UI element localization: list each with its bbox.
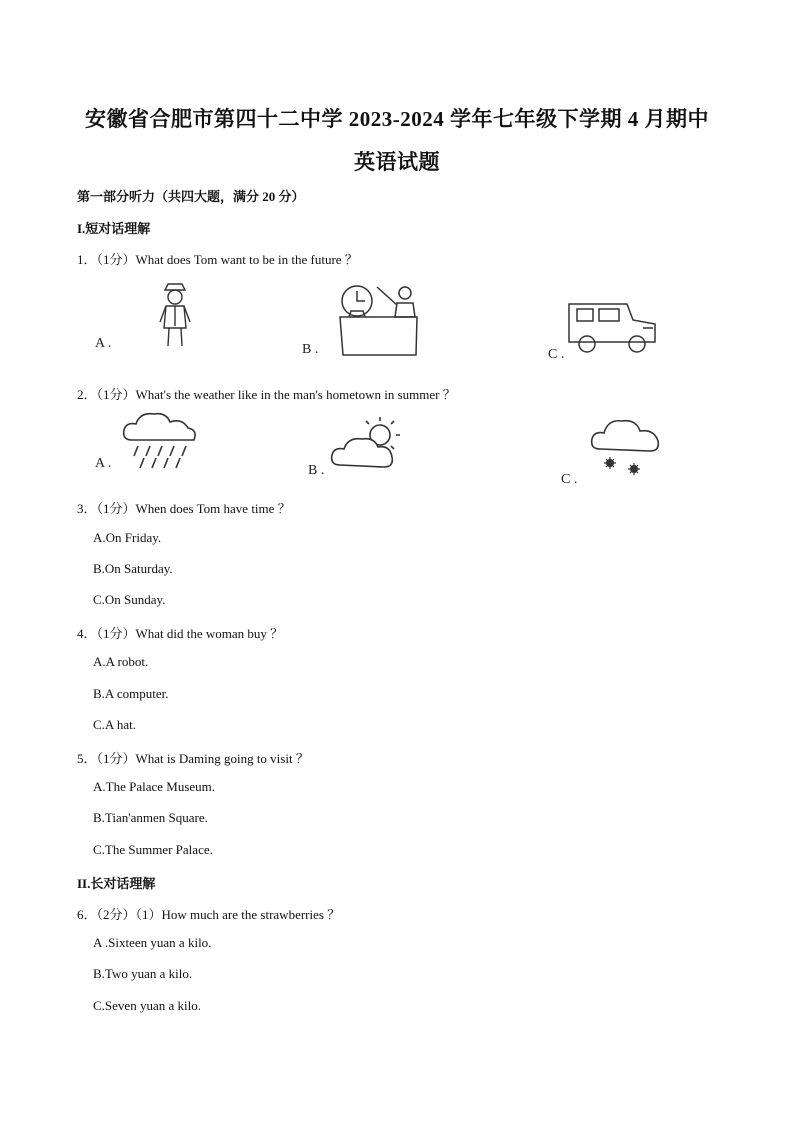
picture-label: A . [95, 456, 112, 471]
document-title-line-1: 安徽省合肥市第四十二中学 2023-2024 学年七年级下学期 4 月期中 [85, 107, 709, 131]
snow-icon [588, 407, 664, 479]
picture-label: B . [302, 342, 319, 357]
picture-label: C . [561, 472, 578, 487]
question-6: 6．（2分）（1）How much are the strawberries ？ [77, 907, 341, 922]
picture-label: C . [548, 347, 565, 362]
answer-option: B.On Saturday. [93, 561, 173, 576]
answer-option: A.A robot. [93, 654, 149, 669]
picture-label: B . [308, 463, 325, 478]
answer-option: A .Sixteen yuan a kilo. [93, 935, 212, 950]
question-1: 1．（1分）What does Tom want to be in the future ？ [77, 252, 358, 267]
answer-option: C.On Sunday. [93, 592, 166, 607]
document-title-line-2: 英语试题 [354, 150, 440, 174]
answer-option: B.Two yuan a kilo. [93, 966, 193, 981]
answer-option: C.The Summer Palace. [93, 842, 213, 857]
answer-option: A.The Palace Museum. [93, 779, 216, 794]
section-heading-long-dialogue: II.长对话理解 [77, 876, 156, 891]
car-icon [565, 294, 660, 356]
question-4: 4．（1分）What did the woman buy ？ [77, 626, 284, 641]
answer-option: C.A hat. [93, 717, 136, 732]
picture-label: A . [95, 336, 112, 351]
partly-cloudy-icon [330, 415, 410, 475]
answer-option: A.On Friday. [93, 530, 162, 545]
teacher-icon [337, 277, 422, 357]
part-heading: 第一部分听力（共四大题，满分 20 分） [77, 189, 305, 204]
question-2: 2．（1分）What's the weather like in the man's hometown in summer ？ [77, 387, 456, 402]
answer-option: B.A computer. [93, 686, 169, 701]
answer-option: B.Tian'anmen Square. [93, 810, 208, 825]
policeman-icon [150, 280, 200, 350]
question-5: 5．（1分）What is Daming going to visit ？ [77, 751, 309, 766]
answer-option: C.Seven yuan a kilo. [93, 998, 201, 1013]
question-3: 3．（1分）When does Tom have time ？ [77, 501, 291, 516]
rain-icon [120, 410, 200, 472]
section-heading-short-dialogue: I.短对话理解 [77, 221, 151, 236]
